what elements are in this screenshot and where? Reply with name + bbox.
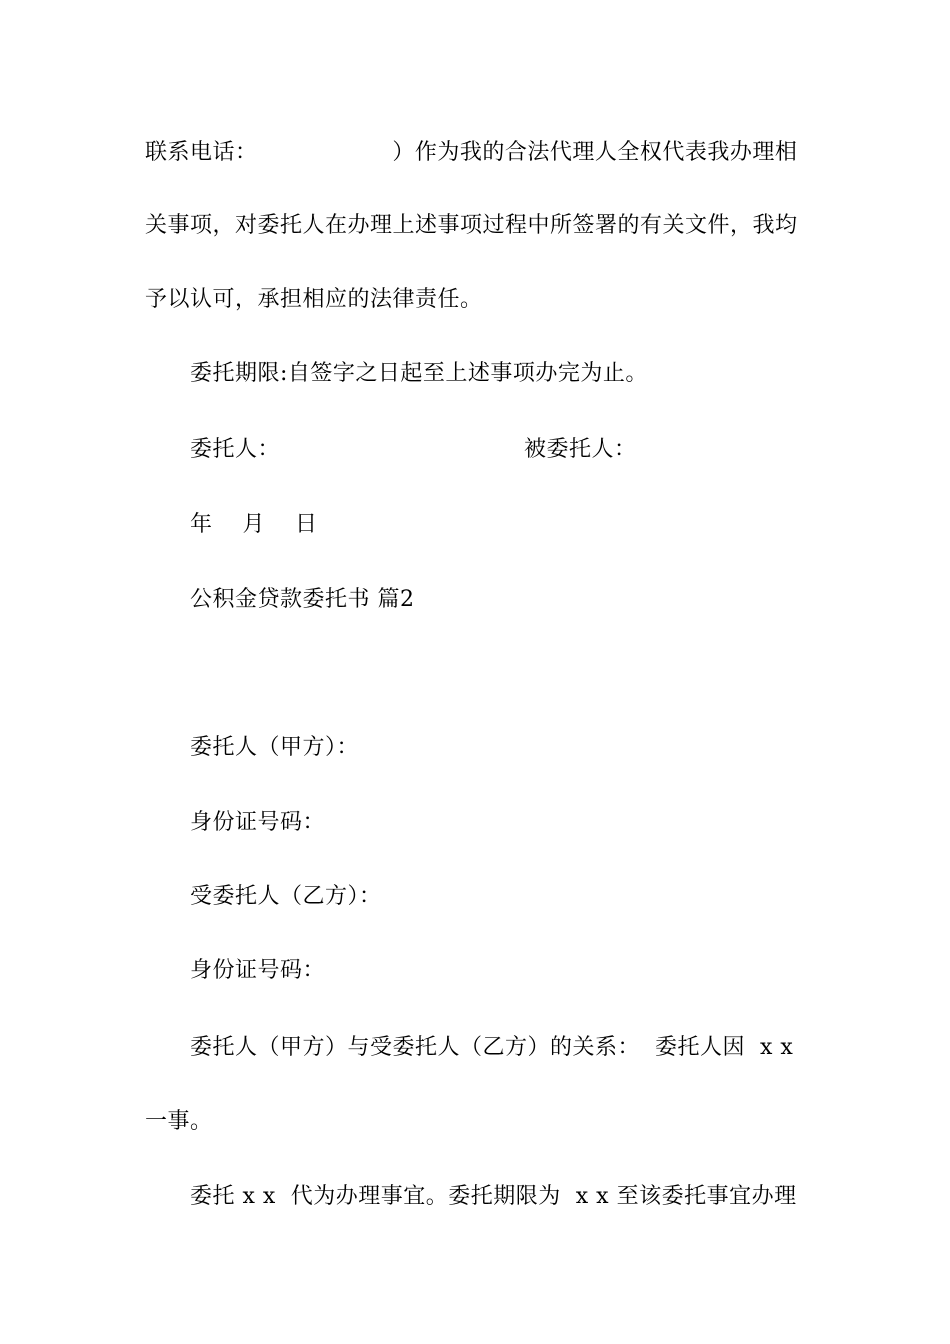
entrust-detail-line: 委托 x x 代为办理事宜。委托期限为 x x 至该委托事宜办理 — [190, 1184, 797, 1209]
relationship-line: 委托人（甲方）与受委托人（乙方）的关系： 委托人因 x x — [190, 1035, 794, 1060]
party-b-label: 受委托人（乙方）： — [190, 884, 382, 909]
entrustor-label: 委托人： — [190, 437, 281, 462]
paragraph-line: 联系电话： ）作为我的合法代理人全权代表我办理相 — [145, 140, 798, 165]
section-heading: 公积金贷款委托书 篇2 — [190, 587, 415, 612]
date-line: 年 月 日 — [190, 512, 318, 537]
party-a-id-label: 身份证号码： — [190, 810, 326, 835]
entrustee-label: 被委托人： — [524, 437, 637, 462]
paragraph-line: 关事项，对委托人在办理上述事项过程中所签署的有关文件，我均 — [145, 213, 798, 238]
entrust-period-line: 委托期限:自签字之日起至上述事项办完为止。 — [190, 361, 648, 386]
party-a-label: 委托人（甲方）： — [190, 735, 360, 760]
paragraph-line: 予以认可，承担相应的法律责任。 — [145, 287, 483, 312]
party-b-id-label: 身份证号码： — [190, 958, 326, 983]
paragraph-line: 一事。 — [145, 1109, 213, 1134]
